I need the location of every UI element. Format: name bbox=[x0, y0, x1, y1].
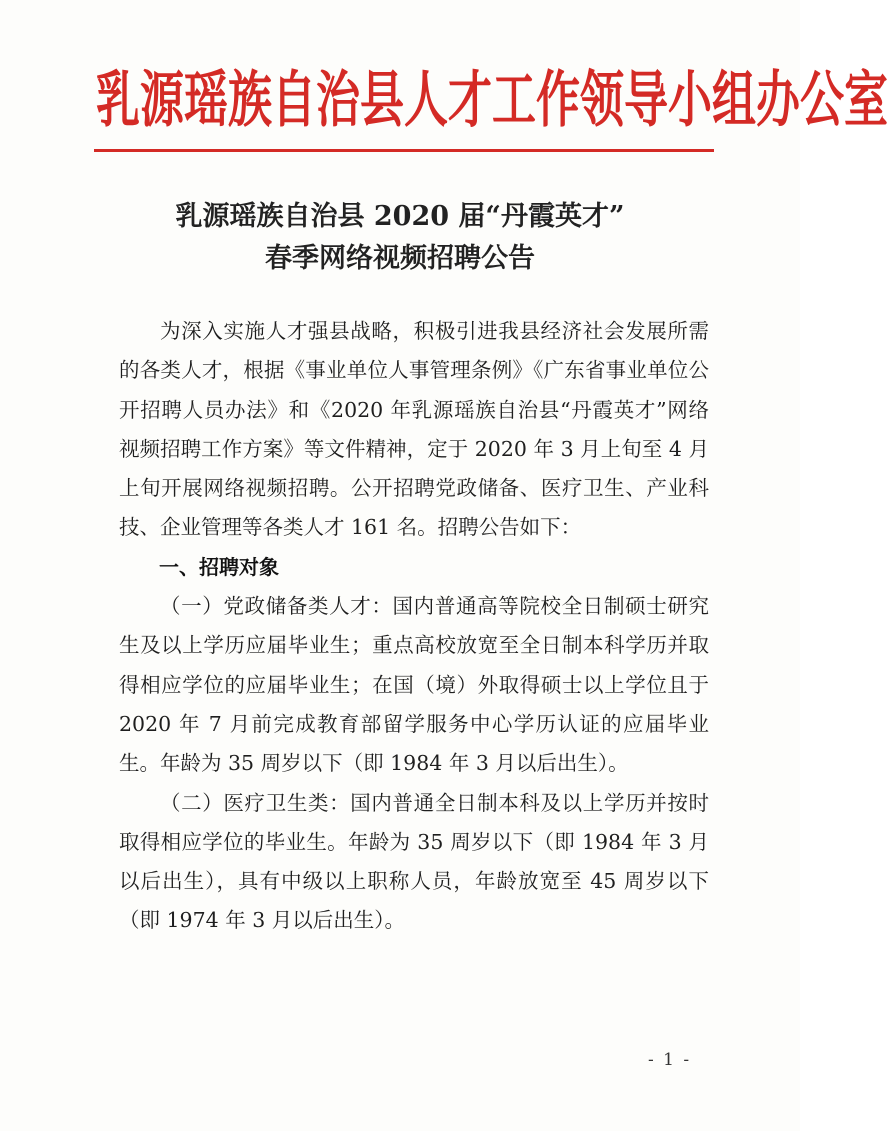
page-number: - 1 - bbox=[648, 1050, 692, 1070]
paragraph-item-1: （一）党政储备类人才：国内普通高等院校全日制硕士研究生及以上学历应届毕业生；重点高校放宽至全日制本科学历并取得相应学位的应届毕业生；在国（境）外取得硕士以上学位且于 2020 年 7 月前完成教育部留学服务中心学历认证的应届毕业生。年龄为 35 周岁以下（即 1984 年 3 月以后出生）。 bbox=[119, 594, 709, 776]
section-heading-recruitment-targets: 一、招聘对象 bbox=[159, 554, 279, 579]
letterhead-org-name: 乳源瑶族自治县人才工作领导小组办公室 bbox=[96, 65, 888, 136]
document-title-line1: 乳源瑶族自治县 2020 届“丹霞英才” bbox=[175, 201, 625, 232]
document-title-line2: 春季网络视频招聘公告 bbox=[265, 243, 535, 274]
document-body bbox=[119, 312, 709, 941]
intro-paragraph: 为深入实施人才强县战略，积极引进我县经济社会发展所需的各类人才，根据《事业单位人事管理条例》《广东省事业单位公开招聘人员办法》和《2020 年乳源瑶族自治县“丹霞英才”网络视频招聘工作方案》等文件精神，定于 2020 年 3 月上旬至 4 月上旬开展网络视频招聘。公开招聘党政储备、医疗卫生、产业科技、企业管理等各类人才 161 名。招聘公告如下： bbox=[119, 319, 709, 540]
paragraph-item-2: （二）医疗卫生类：国内普通全日制本科及以上学历并按时取得相应学位的毕业生。年龄为 35 周岁以下（即 1984 年 3 月以后出生），具有中级以上职称人员，年龄放宽至 45 周岁以下（即 1974 年 3 月以后出生）。 bbox=[119, 790, 709, 933]
letterhead-red-rule bbox=[94, 149, 714, 152]
